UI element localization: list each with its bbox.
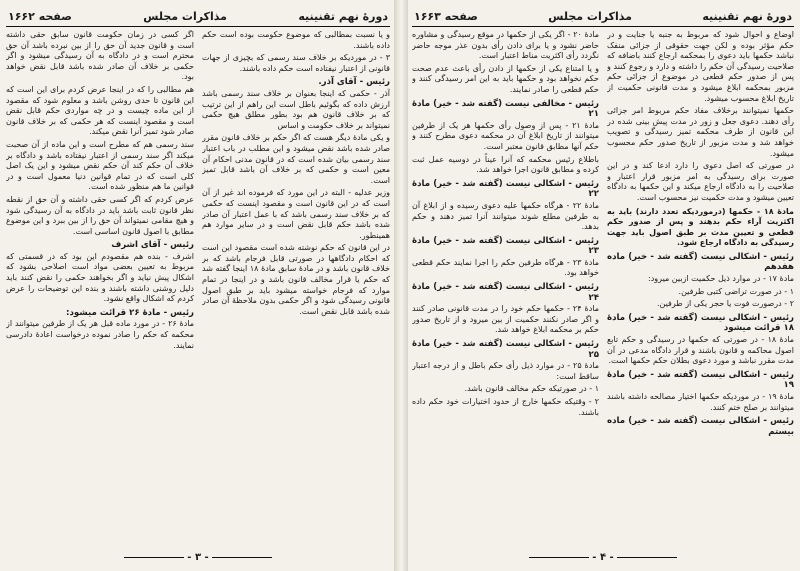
paragraph: و یا امتناع یکی از حکمها از دادن رأی باعث عدم صحت حکم نخواهد بود و حکمها باید به این امر رسیدگی کنند و حکم قطعی را صادر نمایند. <box>412 63 599 94</box>
right-page-column-right <box>607 30 794 550</box>
article-heading: مادهٔ ۱۸ - حکمها (درموردیکه تعدد دارند) باید به اکثریت آراء حکم بدهند و پس از صدور حکم قطعی و تعیین مدت بر طبق اصول باید جهت رسیدگی به دادگاه ارجاع شود. <box>607 206 794 248</box>
paragraph: مادهٔ ۲۱ - پس از وصول رأی حکمها هر یک از طرفین میتوانند از تاریخ ابلاغ آن در محکمه دعوی مطرح کنند و حکم آنها مطابق قانون معتبر است. <box>412 120 599 151</box>
paragraph: در صورتی که اصل دعوی را دارد ادعا کند و در این صورت برای رسیدگی به امر مزبور قرار اعتبار و صلاحیت را به دادگاه ارجاع میکند و این حکمها به دادگاه تعیین میشود و مدت حکمیت نیز محسوب است. <box>607 161 794 202</box>
speaker-line: رئیس - آقای اشرف <box>111 240 194 251</box>
paragraph: باطلاع رئیس محکمه که آنرا عیناً در دوسیه عمل ثبت کرده و مطابق قانون اجرا خواهد شد. <box>412 154 599 175</box>
paragraph: ۱ - در صورت تراضی کتبی طرفین. <box>678 286 794 296</box>
paragraph: مادهٔ ۱۷ - در موارد ذیل حکمیت ازبین میرود: <box>648 274 794 284</box>
paragraph: هم مطالبی را که در اینجا عرض کردم برای این است که این قانون تا حدی روشن باشد و معلوم شود که مقصود از این ماده چیست و در چه مواردی حکم قابل نقض است و مقصود اینست که هر حکمی که بر خلاف قانون صادر شود تمیز آنرا نقض میکند. <box>6 84 194 137</box>
left-page-header <box>6 6 390 27</box>
paragraph: ۱ - در صورتیکه حکم مخالف قانون باشد. <box>464 384 599 394</box>
speaker-line: رئیس - اشکالی نیست (گفته شد - خیر) مادهٔ ۱۹ <box>607 369 794 391</box>
paragraph: وزیر عدلیه - البته در این مورد که فرموده اند غیر از آن است که در این قانون است و مقصود اینست که حکمی که بر خلاف سند رسمی باشد که با عمل اعتبار آن صادر شده باشد حکم قابل نقض است و در سایر موارد هم همینطور. <box>202 188 390 240</box>
speaker-line: رئیس - اشکالی نیست (گفته شد - خیر) مادهٔ ۱۸ قرائت میشود <box>607 312 794 334</box>
paragraph: در این قانون که حکم نوشته شده است مقصود این است که احکام دادگاهها در صورتی قابل فرجام باشد که بر خلاف قانون باشد و در مادهٔ سابق مادهٔ ۱۸ اینجا گفته شد که حکم یا قرار مخالف قانون باشد و در اینجا در تمام موارد که فرجام خواسته میشود باید بر طبق اصول قانونی رسیدگی شود و اگر حکمی بدون ملاحظهٔ آن صادر شده باشد قابل نقض است. <box>202 243 390 316</box>
footer-rule <box>529 557 589 558</box>
speaker-line: رئیس - اشکالی نیست (گفته شد - خیر) مادهٔ ۲۴ <box>412 282 599 303</box>
left-page-session: دورهٔ نهم تقنینیه <box>298 9 388 23</box>
speaker-line: رئیس - اشکالی نیست (گفته شد - خیر) مادهٔ ۲۵ <box>412 339 599 360</box>
paragraph: اوضاع و احوال شود که مربوط به جنبه یا جنایت و در حکم مؤثر بوده و لکن جهت حقوقی از جزائی منفک نباشد حکمها باید دعوی را بمحکمه ارجاع کنند باضافه که صلاحیت رسیدگی آن حکم را داشته و دارد و رجوع کنند و پس از صدور حکم قطعی در موضوع از جزائی حکم مزبور بمحکمه ابلاغ میشود و مدت قانونی حکمیت از تاریخ ابلاغ محسوب میشود. <box>607 30 794 103</box>
paragraph: مادهٔ ۲۲ - هرگاه حکمها علیه دعوی رسیده و از ابلاغ آن به طرفین مطلع شوند میتوانند آنرا تمیز دهند و حکم بدهد. <box>412 200 599 232</box>
speaker-line: رئیس - آقای آذر. <box>318 77 390 88</box>
left-page-column-left <box>6 30 194 550</box>
paragraph: مادهٔ ۱۹ - در موردیکه حکمها اختیار مصالحه داشته باشند میتوانند بر صلح ختم کنند. <box>607 392 794 412</box>
paragraph: و یکی مادهٔ دیگر هست که اگر حکم بر خلاف قانون مقرر صادر شده باشد نقض میشود و این مطلب در باب اعتبار سند رسمی بیان شده است که در قانون مدنی احکام آن معین است و حکمی که بر خلاف آن باشد قابل تمیز است. <box>202 133 390 185</box>
paragraph: مادهٔ ۱۸ - در صورتی که حکمها در رسیدگی و حکم تابع اصول محاکمه و قانون باشند و قرار دادگاه مدعی در آن مدت مقرر نباشد و مورد دعوی بطلان حکم حکمها است. <box>607 335 794 366</box>
right-page-session: دورهٔ نهم تقنینیه <box>702 9 792 23</box>
right-page-footer-number: - ۴ - <box>592 552 614 563</box>
left-page <box>6 6 390 566</box>
paragraph: مادهٔ ۲۰ - اگر یکی از حکمها در موقع رسیدگی و مشاوره حاضر نشود و یا برای دادن رأی بدون عذر موجه حاضر نگردد رأی اکثریت مناط اعتبار است. <box>412 30 599 61</box>
right-page-column-left <box>412 30 599 550</box>
left-page-columns <box>6 30 390 550</box>
right-page-columns <box>412 30 794 550</box>
paragraph: مادهٔ ۲۴ - حکمها حکم خود را در مدت قانونی صادر کنند و اگر صادر نکنند حکمیت از بین میرود و از تاریخ صدور حکم بر محکمه ابلاغ خواهد شد. <box>412 304 599 335</box>
paragraph: آذر - حکمی که اینجا بعنوان بر خلاف سند رسمی باشد ارزش داده که بگوئیم باطل است این راهم از این ترتیب که بر خلاف قانون هم بود بطور مطلق هیچ حکمی نمیتواند بر خلاف حکومت و اساس <box>202 88 390 130</box>
right-page <box>412 6 794 566</box>
paragraph: ۲ - وقتیکه حکمها خارج از حدود اختیارات خود حکم داده باشند. <box>412 397 599 417</box>
speaker-line: رئیس - مادهٔ ۲۶ قرائت میشود: <box>66 307 194 318</box>
speaker-line: رئیس - اشکالی نیست (گفته شد - خیر) ماده هفدهم <box>607 251 794 273</box>
paragraph: اشرف - بنده هم مقصودم این بود که در قسمتی که مربوط به تعیین بعضی مواد است اصلاحی بشود که اشکال پیش نیاید و اگر بخواهند حکمی را نقض کنند باید دلیل روشنی داشته باشند و بنده این توضیحات را عرض کردم که اشکال واقع نشود. <box>6 251 194 304</box>
footer-rule <box>617 557 677 558</box>
right-page-title: مذاکرات مجلس <box>548 9 632 23</box>
paragraph: و یا نسبت بمطالبی که موضوع حکومت بوده است حکم داده باشند. <box>202 30 390 50</box>
left-page-column-right <box>202 30 390 550</box>
right-page-footer <box>412 552 794 566</box>
speaker-line: رئیس - اشکالی نیست (گفته شد - خیر) ماده بیستم <box>607 416 794 437</box>
paragraph: اگر کسی در زمان حکومت قانون سابق حقی داشته است و قانون جدید آن حق را از بین نبرده باشد آن حق محترم است و در دادگاه به آن رسیدگی میشود و اگر حکمی بر خلاف آن صادر شده باشد قابل نقض خواهد بود. <box>6 30 194 82</box>
book-gutter <box>394 0 408 571</box>
speaker-line: رئیس - اشکالی نیست (گفته شد - خیر) مادهٔ ۲۳ <box>412 235 599 257</box>
left-page-title: مذاکرات مجلس <box>143 9 227 23</box>
left-page-number: صفحه ۱۶۶۲ <box>8 9 72 23</box>
paragraph: عرض کردم که اگر کسی حقی داشته و آن حق از نقطه نظر قانون ثابت باشد باید در دادگاه به آن رسیدگی شود و هیچ مقامی نمیتواند آن حق را از بین ببرد و این موضوع مطابق با اصول قانون اساسی است. <box>6 194 194 236</box>
right-page-number: صفحه ۱۶۶۳ <box>414 9 478 23</box>
paragraph: سند رسمی هم که مطرح است و این ماده از آن صحبت میکند اگر سند رسمی از اعتبار نیفتاده باشد و دادگاه بر خلاف آن حکم کند آن حکم نقض میشود و این یک اصل کلی است که در تمام قوانین دنیا معمول است و در قوانین ما هم منظور شده است. <box>6 139 194 192</box>
paragraph: ۲ - درصورت فوت یا حجر یکی از طرفین. <box>657 299 794 309</box>
left-page-footer <box>6 552 390 566</box>
left-page-footer-number: - ۳ - <box>187 552 209 563</box>
paragraph: مادهٔ ۲۶ - در مورد ماده قبل هر یک از طرفین میتوانند از محکمه که حکم را صادر نموده درخواست اعادهٔ دادرسی نمایند. <box>6 319 194 350</box>
footer-rule <box>212 557 272 558</box>
speaker-line: رئیس - مخالفی نیست (گفته شد - خیر) مادهٔ ۲۱ <box>412 98 599 120</box>
right-page-header <box>412 6 794 27</box>
footer-rule <box>124 557 184 558</box>
speaker-line: رئیس - اشکالی نیست (گفته شد - خیر) مادهٔ ۲۲ <box>412 178 599 200</box>
paragraph: مادهٔ ۲۵ - در موارد ذیل رأی حکم باطل و از درجه اعتبار ساقط است: <box>412 361 599 381</box>
paragraph: حکمها نمیتوانند برخلاف مفاد حکم مربوط امر جزائی رأی دهند. دعوی جعل و زور در مدت پیش بینی شده در این قانون از طرف محکمه تمیز رسیدگی و تصویب خواهد شد و مدت مزبور از تاریخ صدور حکم محسوب میشود. <box>607 106 794 158</box>
paragraph: مادهٔ ۲۳ - هرگاه طرفین حکم را اجرا نمایند حکم قطعی خواهد بود. <box>412 257 599 278</box>
paragraph: ۳ - در مورديکه بر خلاف سند رسمی که بچيزی از جهات قانونی از اعتبار نيفتاده است حکم داده باشند. <box>202 53 390 73</box>
